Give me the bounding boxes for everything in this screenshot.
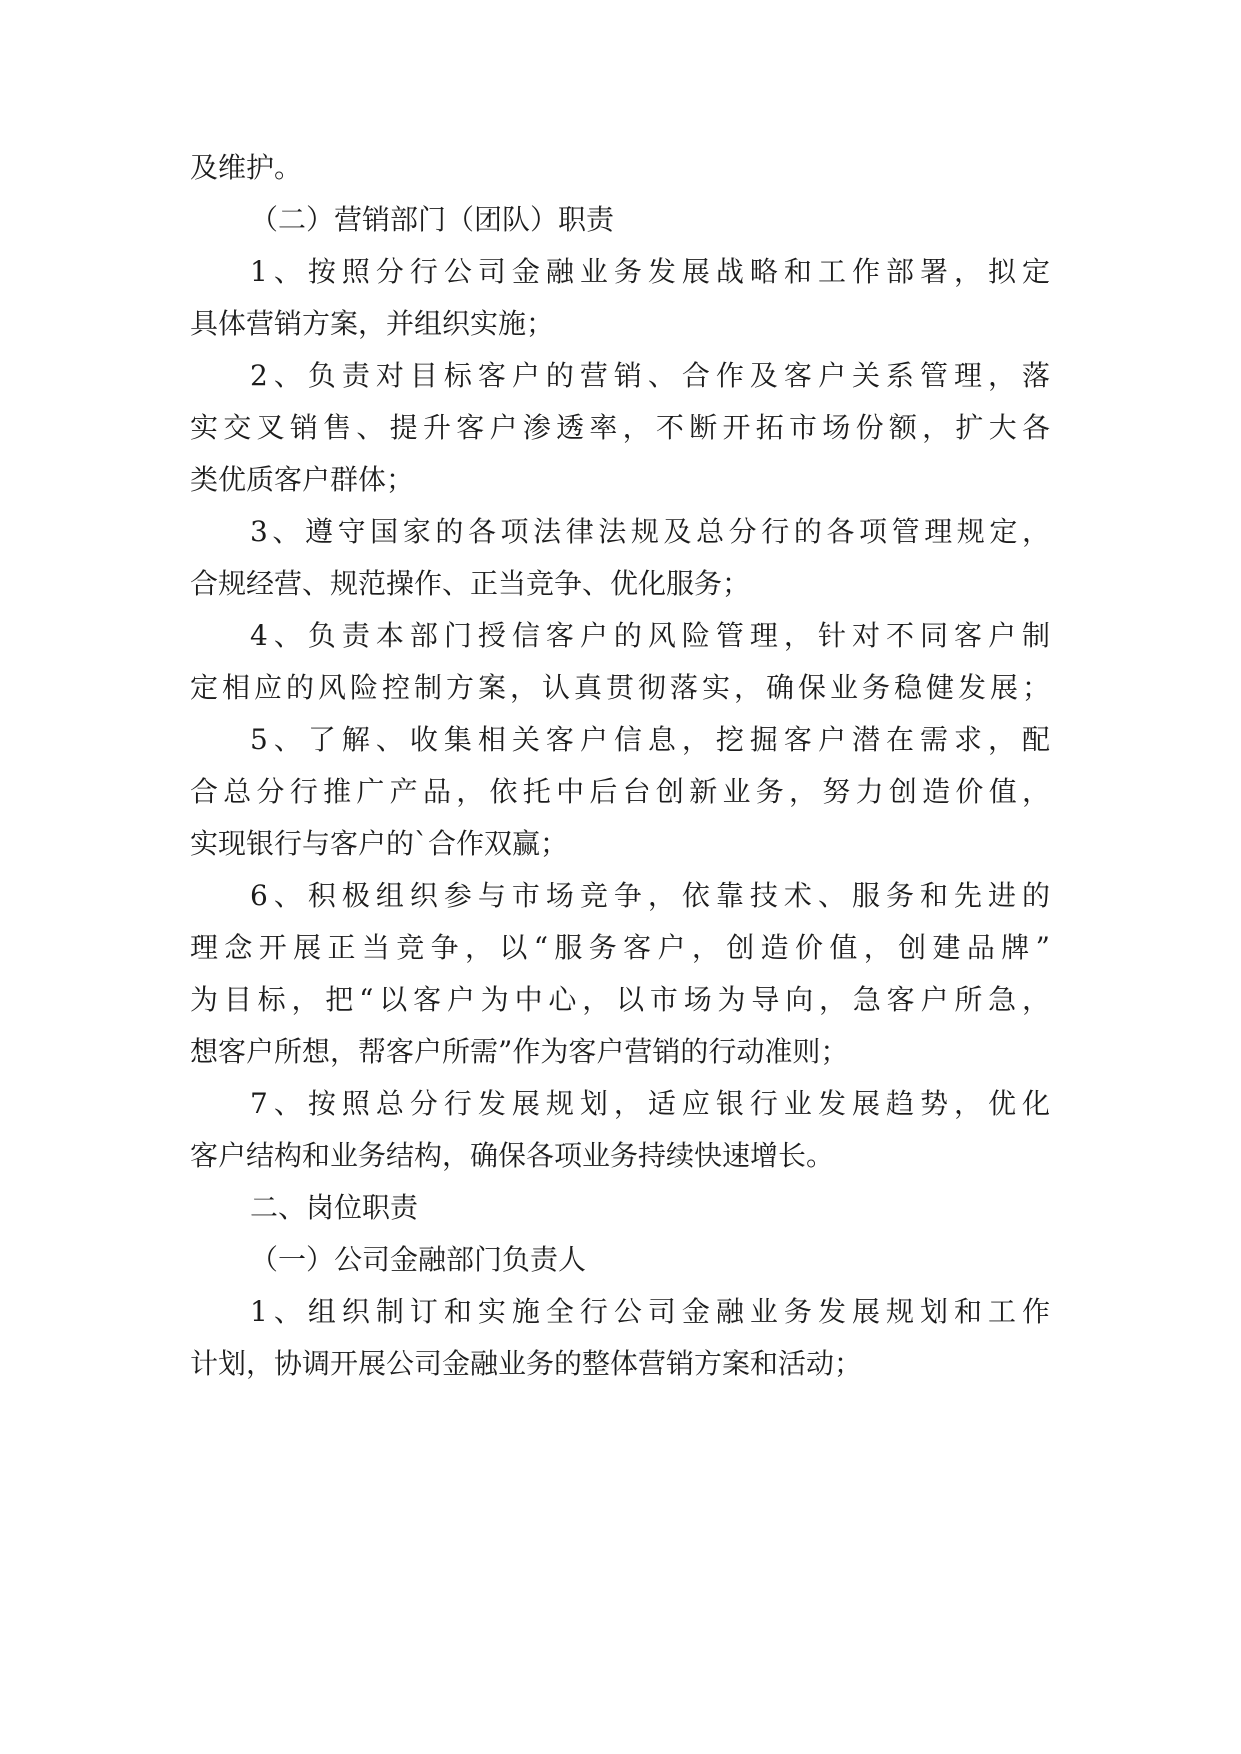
- text-line: 定相应的风险控制方案，认真贯彻落实，确保业务稳健发展；: [190, 671, 1050, 704]
- text-line: 2、负责对目标客户的营销、合作及客户关系管理，落: [250, 359, 1050, 392]
- text-line: 1、组织制订和实施全行公司金融业务发展规划和工作: [250, 1295, 1050, 1328]
- text-line: 4、负责本部门授信客户的风险管理，针对不同客户制: [250, 619, 1050, 652]
- text-line: 7、按照总分行发展规划，适应银行业发展趋势，优化: [250, 1087, 1050, 1120]
- text-line: 客户结构和业务结构，确保各项业务持续快速增长。: [190, 1139, 835, 1172]
- text-line: 实现银行与客户的`合作双赢；: [190, 827, 569, 860]
- text-line: 实交叉销售、提升客户渗透率，不断开拓市场份额，扩大各: [190, 411, 1050, 444]
- section-heading: （二）营销部门（团队）职责: [250, 203, 615, 236]
- section-heading: 二、岗位职责: [250, 1191, 419, 1224]
- text-line: 具体营销方案，并组织实施；: [190, 307, 555, 340]
- text-line: 5、了解、收集相关客户信息，挖掘客户潜在需求，配: [250, 723, 1050, 756]
- text-line: 6、积极组织参与市场竞争，依靠技术、服务和先进的: [250, 879, 1050, 912]
- text-line: 为目标，把“以客户为中心，以市场为导向，急客户所急，: [190, 983, 1050, 1016]
- text-line: 理念开展正当竞争，以“服务客户，创造价值，创建品牌”: [190, 931, 1050, 964]
- text-line: 计划，协调开展公司金融业务的整体营销方案和活动；: [190, 1347, 863, 1380]
- text-line: 1、按照分行公司金融业务发展战略和工作部署，拟定: [250, 255, 1050, 288]
- subsection-heading: （一）公司金融部门负责人: [250, 1243, 587, 1276]
- text-line: 合规经营、规范操作、正当竞争、优化服务；: [190, 567, 751, 600]
- text-line: 想客户所想，帮客户所需”作为客户营销的行动准则；: [190, 1035, 849, 1068]
- text-line: 及维护。: [190, 151, 303, 184]
- text-line: 合总分行推广产品，依托中后台创新业务，努力创造价值，: [190, 775, 1050, 808]
- text-line: 类优质客户群体；: [190, 463, 415, 496]
- text-line: 3、遵守国家的各项法律法规及总分行的各项管理规定，: [250, 515, 1050, 548]
